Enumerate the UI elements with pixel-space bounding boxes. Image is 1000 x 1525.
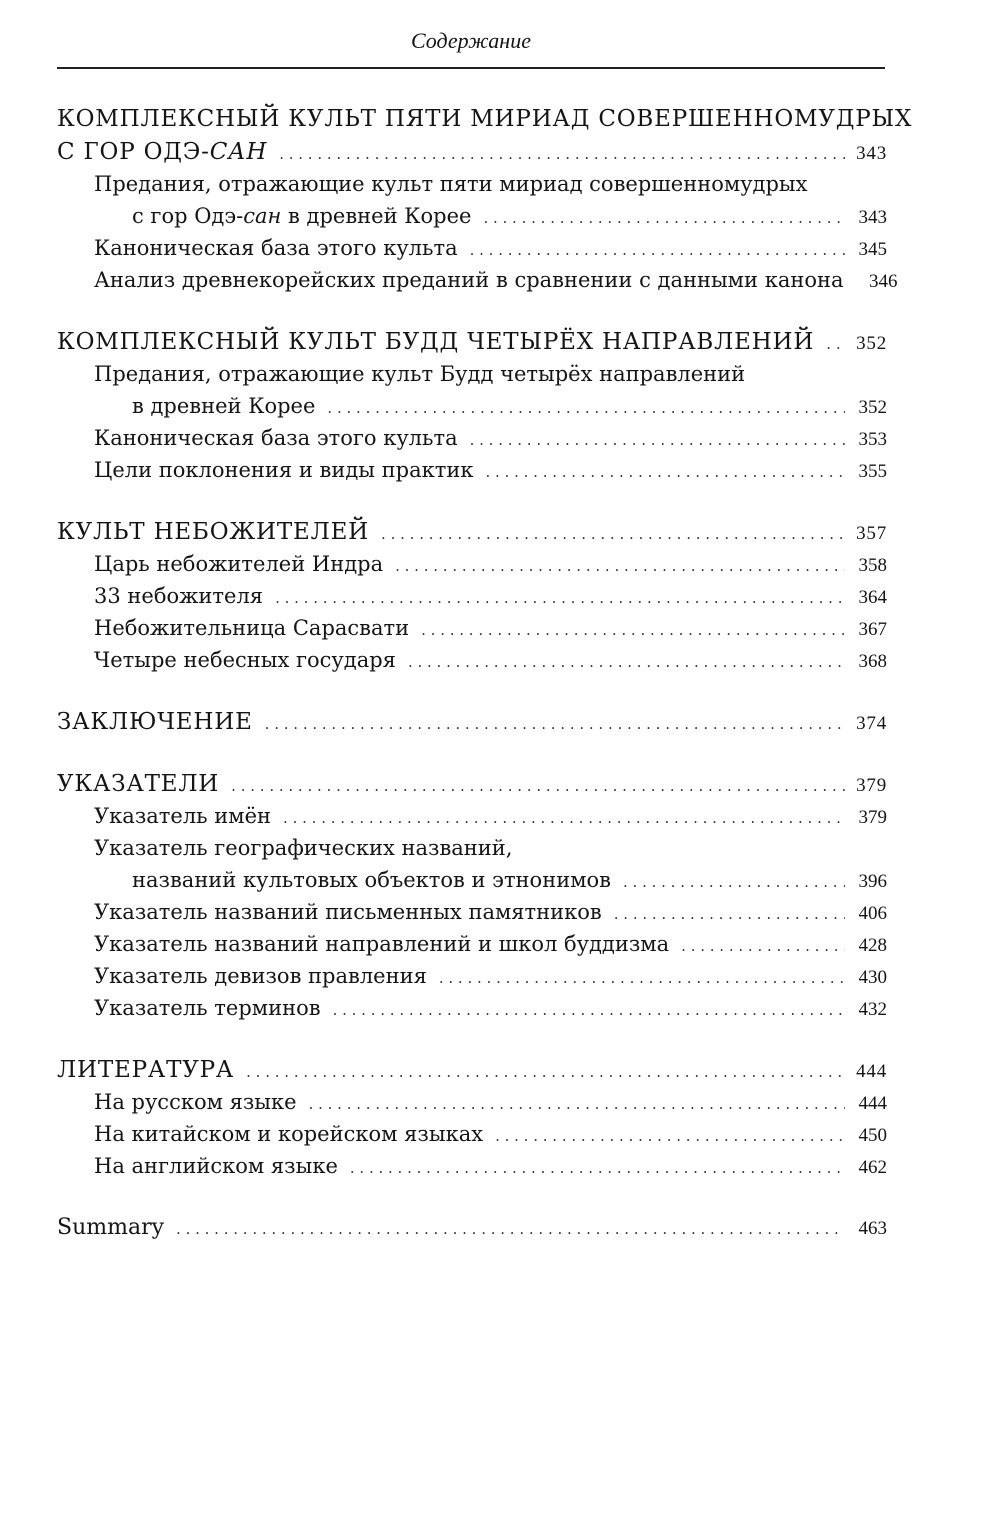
page-number: 430 [858,967,887,988]
toc-entry-text-italic: сан [243,204,282,228]
page-number: 396 [858,871,887,892]
page-number: 358 [858,555,887,576]
dot-leader [176,1213,845,1245]
dot-leader [408,646,845,678]
dot-leader [327,392,845,424]
page-number: 355 [858,461,887,482]
toc-entry-text: Царь небожителей Индра [94,552,384,576]
toc-entry-text: КОМПЛЕКСНЫЙ КУЛЬТ БУДД ЧЕТЫРЁХ НАПРАВЛЕНИЙ [57,329,815,355]
page-number: 367 [858,619,887,640]
dot-leader [614,898,845,930]
dot-leader [246,1056,845,1088]
toc-entry-text-italic: САН [209,139,268,165]
toc-subentry[interactable] [57,1118,887,1150]
toc-subentry[interactable] [57,548,887,580]
toc-chapter[interactable] [57,1054,887,1086]
toc-entry-text-part: С ГОР ОДЭ- [57,139,210,165]
toc-entry-line [57,168,887,200]
page-number: 352 [856,333,887,354]
toc-entry[interactable] [57,1212,887,1244]
toc-chapter[interactable] [57,706,887,738]
toc-entry-text: УКАЗАТЕЛИ [57,771,220,797]
toc-subentry[interactable] [57,928,887,960]
dot-leader [483,202,845,234]
toc-entry-text [57,136,267,168]
dot-leader [381,518,845,550]
toc-entry-text: КУЛЬТ НЕБОЖИТЕЛЕЙ [57,519,370,545]
toc-entry-text: Каноническая база этого культа [94,236,458,260]
toc-chapter[interactable] [57,768,887,800]
toc-entry-text-part: с гор Одэ- [132,204,244,228]
page-number: 444 [858,1093,887,1114]
dot-leader [279,138,845,170]
header-rule [57,67,885,69]
toc-entry-text: ЗАКЛЮЧЕНИЕ [57,709,253,735]
toc-subentry[interactable] [57,264,898,296]
dot-leader [826,328,845,360]
page-number: 406 [858,903,887,924]
dot-leader [681,930,845,962]
page-number: 428 [858,935,887,956]
dot-leader [231,770,845,802]
toc-entry-text: Предания, отражающие культ Будд четырёх направлений [94,362,746,386]
toc-entry-text: Указатель названий письменных памятников [94,900,602,924]
toc-entry-text: Указатель терминов [94,996,321,1020]
toc-subentry[interactable] [57,612,887,644]
toc-entry-text-part: в древней Корее [281,204,472,228]
toc-subentry[interactable] [57,200,887,232]
toc-subentry[interactable] [57,232,887,264]
toc-subentry[interactable] [57,422,887,454]
section-gap [57,676,887,706]
dot-leader [309,1088,845,1120]
toc-entry-text: названий культовых объектов и этнонимов [132,868,611,892]
toc-chapter[interactable] [57,326,887,358]
dot-leader [470,234,845,266]
toc-subentry[interactable] [57,800,887,832]
page-number: 357 [856,523,887,544]
toc-entry-text: Summary [57,1215,165,1240]
toc-subentry[interactable] [57,992,887,1024]
toc-entry-text: Указатель девизов правления [94,964,427,988]
dot-leader [623,866,845,898]
toc-entry-text: 33 небожителя [94,584,264,608]
dot-leader [265,708,845,740]
toc-entry-text: Цели поклонения и виды практик [94,458,474,482]
page-number: 444 [856,1061,887,1082]
toc-entry-text: ЛИТЕРАТУРА [57,1057,235,1083]
toc-subentry[interactable] [57,454,887,486]
toc-entry-text: Предания, отражающие культ пяти мириад совершенномудрых [94,172,808,196]
toc-subentry[interactable] [57,644,887,676]
page-number: 364 [858,587,887,608]
toc-entry-text: КОМПЛЕКСНЫЙ КУЛЬТ ПЯТИ МИРИАД СОВЕРШЕННОМУДРЫХ [57,106,913,132]
dot-leader [275,582,845,614]
page-number: 352 [858,397,887,418]
dot-leader [485,456,845,488]
toc-subentry[interactable] [57,960,887,992]
toc-entry-line [57,832,887,864]
dot-leader [470,424,845,456]
page-number: 346 [869,271,898,292]
section-gap [57,296,887,326]
toc-entry-text: Указатель названий направлений и школ буддизма [94,932,670,956]
toc-entry-line [57,102,913,136]
dot-leader [333,994,845,1026]
page-number: 345 [858,239,887,260]
dot-leader [395,550,845,582]
toc-subentry[interactable] [57,1086,887,1118]
toc-entry-text: Анализ древнекорейских преданий в сравнении с данными канона [94,268,844,292]
page-number: 463 [858,1218,887,1239]
toc-entry-text [132,200,471,232]
dot-leader [495,1120,845,1152]
page-number: 379 [858,807,887,828]
page-number: 343 [856,143,887,164]
section-gap [57,738,887,768]
toc-subentry[interactable] [57,864,887,896]
toc-entry-text: в древней Корее [132,394,316,418]
page-number: 432 [858,999,887,1020]
toc-subentry[interactable] [57,896,887,928]
page-number: 450 [858,1125,887,1146]
page-number: 374 [856,713,887,734]
page-number: 462 [858,1157,887,1178]
section-gap [57,1024,887,1054]
toc-subentry[interactable] [57,580,887,612]
toc-entry-text: Небожительница Сарасвати [94,616,410,640]
page-number: 353 [858,429,887,450]
toc-subentry[interactable] [57,390,887,422]
table-of-contents [57,102,913,1244]
toc-entry-text: Указатель имён [94,804,272,828]
toc-entry-text: Каноническая база этого культа [94,426,458,450]
section-gap [57,1182,887,1212]
dot-leader [350,1152,845,1184]
toc-chapter[interactable] [57,516,887,548]
toc-entry-text: На русском языке [94,1090,297,1114]
page-number: 379 [856,775,887,796]
page-number: 368 [858,651,887,672]
dot-leader [283,802,845,834]
dot-leader [439,962,845,994]
page-header-title: Содержание [410,28,531,53]
toc-entry-text: Указатель географических названий, [94,836,513,860]
toc-entry-line [57,358,887,390]
toc-entry-text: Четыре небесных государя [94,648,396,672]
toc-entry-text: На китайском и корейском языках [94,1122,484,1146]
page-number: 343 [858,207,887,228]
dot-leader [421,614,845,646]
toc-subentry[interactable] [57,1150,887,1182]
toc-chapter[interactable] [57,136,887,168]
section-gap [57,486,887,516]
toc-entry-text: На английском языке [94,1154,338,1178]
